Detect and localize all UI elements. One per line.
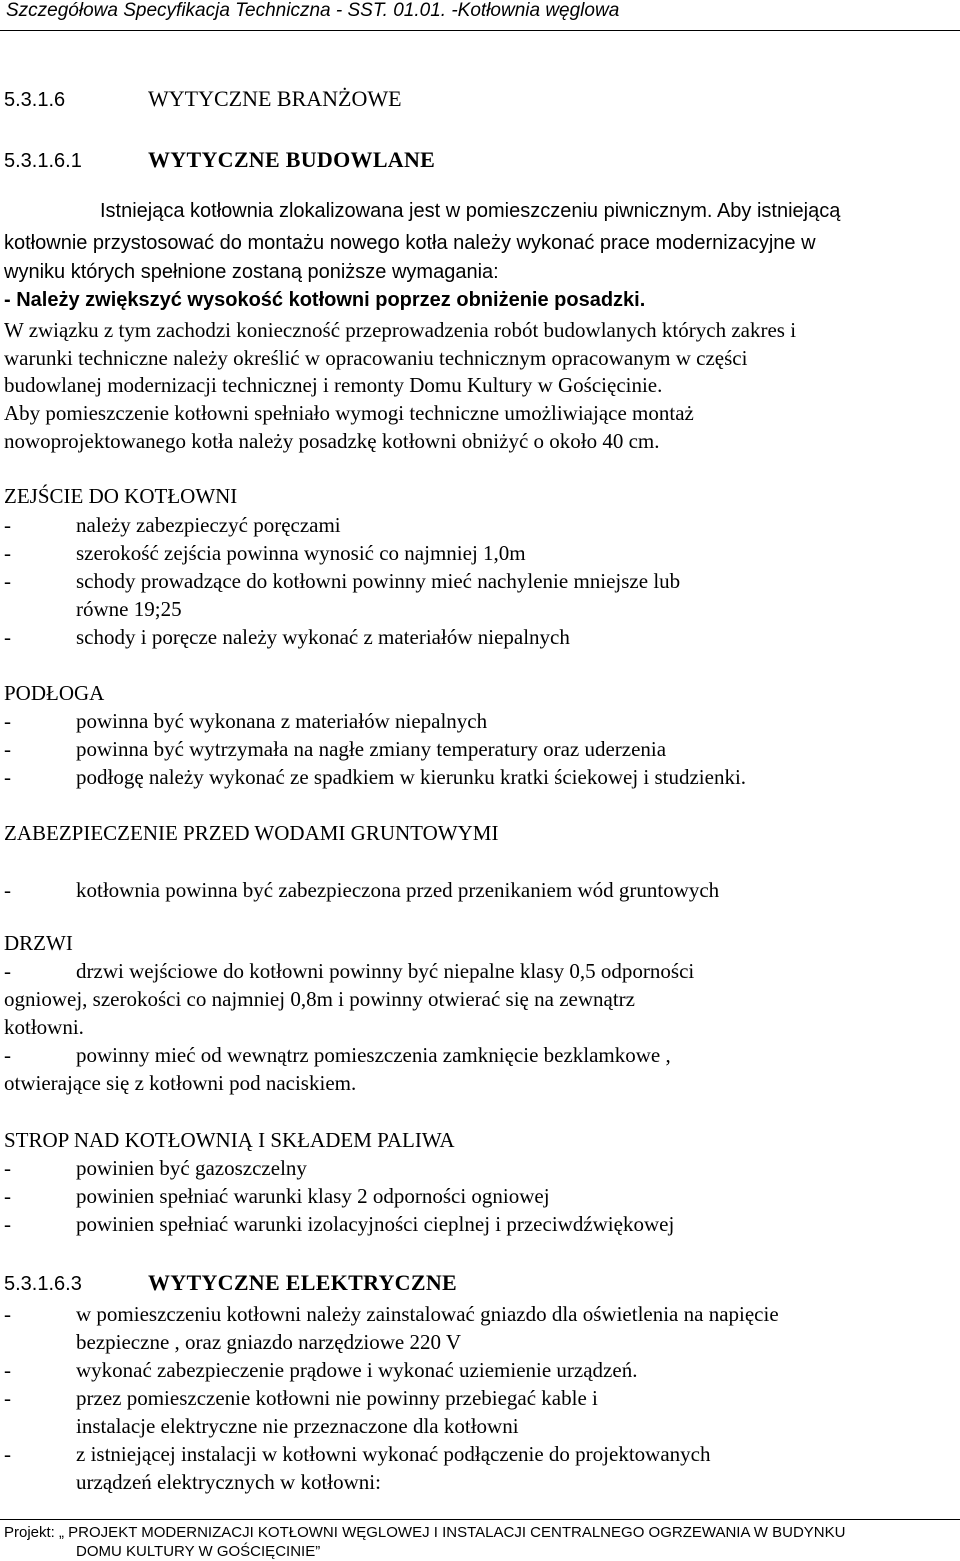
running-header: Szczegółowa Specyfikacja Techniczna - SST. 01.01. -Kotłownia węglowa [6,0,620,21]
footer-line: DOMU KULTURY W GOŚCIĘCINIE” [76,1543,321,1560]
paragraph-line: nowoprojektowanego kotła należy posadzkę kotłowni obniżyć o około 40 cm. [4,429,660,453]
footer-rule [0,1519,960,1520]
list-item-continuation: ogniowej, szerokości co najmniej 0,8m i powinny otwierać się na zewnątrz [4,987,635,1011]
footer-line: Projekt: „ PROJEKT MODERNIZACJI KOTŁOWNI WĘGLOWEJ I INSTALACJI CENTRALNEGO OGRZEWANIA W BUDYNKU [4,1524,846,1541]
section-number: 5.3.1.6 [4,89,66,111]
subsection-title-zejscie: ZEJŚCIE DO KOTŁOWNI [4,484,238,508]
intro-line: wyniku których spełnione zostaną poniższe wymagania: [4,261,499,283]
section-number: 5.3.1.6.1 [4,150,82,172]
list-item-continuation: kotłowni. [4,1015,84,1039]
section-heading-branzowe [4,86,402,112]
paragraph-line: warunki techniczne należy określić w opracowaniu technicznym opracowanym w części [4,346,748,370]
paragraph-line: Aby pomieszczenie kotłowni spełniało wymogi techniczne umożliwiające montaż [4,401,694,425]
subsection-title-drzwi: DRZWI [4,931,73,955]
list-item-continuation: otwierające się z kotłowni pod naciskiem. [4,1071,357,1095]
section-number: 5.3.1.6.3 [4,1273,82,1295]
subsection-title-strop: STROP NAD KOTŁOWNIĄ I SKŁADEM PALIWA [4,1128,455,1152]
running-footer [4,1523,954,1561]
paragraph-line: W związku z tym zachodzi konieczność przeprowadzenia robót budowlanych których zakres i [4,318,797,342]
intro-line: Istniejąca kotłownia zlokalizowana jest w pomieszczeniu piwnicznym. Aby istniejącą [100,200,841,222]
header-rule [0,30,960,31]
intro-line: kotłownie przystosować do montażu nowego kotła należy wykonać prace modernizacyjne w [4,232,816,254]
section-title: WYTYCZNE ELEKTRYCZNE [148,1270,458,1295]
document-page: Szczegółowa Specyfikacja Techniczna - SST. 01.01. -Kotłownia węglowa 5.3.1.6 WYTYCZNE BRANŻOWE 5.3.1.6.1 WYTYCZNE BUDOWLANE Istniejąca kotłownia zlokalizowana jest w pomieszczeniu piwnicznym. Aby istniejącą kotłownie przystosować do montażu nowego kotła należy wykonać prace modernizacyjne w wyniku których spełnione zostaną poniższe wymagania: - Należy zwiększyć wysokość kotłowni poprzez obniżenie posadzki. W związku z tym zachodzi konieczność przeprowadzenia robót budowlanych których zakres i warunki techniczne należy określić w opracowaniu technicznym opracowanym w części budowlanej modernizacji technicznej i remonty Domu Kultury w Gościęcinie. Aby pomieszczenie kotłowni spełniało wymogi techniczne umożliwiające montaż nowoprojektowanego kotła należy posadzkę kotłowni obniżyć o około 40 cm. ZEJŚCIE DO KOTŁOWNI - należy zabezpieczyć poręczami - szerokość zejścia powinna wynosić co najmniej 1,0m - schody prowadzące do kotłowni powinny mieć nachylenie mniejsze lub równe 19;25 - schody i poręcze należy wykonać z materiałów niepalnych PODŁOGA - powinna być wykonana z materiałów niepalnych - powinna być wytrzymała na nagłe zmiany temperatury oraz uderzenia - podłogę należy wykonać ze spadkiem w kierunku kratki ściekowej i studzienki. ZABEZPIECZENIE PRZED WODAMI GRUNTOWYMI - kotłownia powinna być zabezpieczona przed przenikaniem wód gruntowych DRZWI - drzwi wejściowe do kotłowni powinny być niepalne klasy 0,5 odporności ogniowej, szerokości co najmniej 0,8m i powinny otwierać się na zewnątrz kotłowni. - powinny mieć od wewnątrz pomieszczenia zamknięcie bezklamkowe , otwierające się z kotłowni pod naciskiem. STROP NAD KOTŁOWNIĄ I SKŁADEM PALIWA - powinien być gazoszczelny - powinien spełniać warunki klasy 2 odporności ogniowej - powinien spełniać warunki izolacyjności cieplnej i przeciwdźwiękowej 5.3.1.6.3 WYTYCZNE ELEKTRYCZNE - w pomieszczeniu kotłowni należy zainstalować gniazdo dla oświetlenia na napięcie bezpieczne , oraz gniazdo narzędziowe 220 V - wykonać zabezpieczenie prądowe i wykonać uziemienie urządzeń. - przez pomieszczenie kotłowni nie powinny przebiegać kable i instalacje elektryczne nie przeznaczone dla kotłowni - z istniejącej instalacji w kotłowni wykonać podłączenie do projektowanych urządzeń elektrycznych w kotłowni: Projekt: „ PROJEKT MODERNIZACJI KOTŁOWNI WĘGLOWEJ I INSTALACJI CENTRALNEGO OGRZEWANIA W BUDYNKU DOMU KULTURY W GOŚCIĘCINIE” [0,0,960,1558]
subsection-title-zabezpieczenie: ZABEZPIECZENIE PRZED WODAMI GRUNTOWYMI [4,821,499,845]
subsection-title-podloga: PODŁOGA [4,681,105,705]
section-heading-budowlane [4,147,435,173]
requirement-bold: - Należy zwiększyć wysokość kotłowni poprzez obniżenie posadzki. [4,289,646,311]
section-heading-elektryczne [4,1270,457,1296]
section-title: WYTYCZNE BUDOWLANE [148,147,436,172]
section-title: WYTYCZNE BRANŻOWE [148,86,402,111]
paragraph-line: budowlanej modernizacji technicznej i remonty Domu Kultury w Gościęcinie. [4,373,663,397]
